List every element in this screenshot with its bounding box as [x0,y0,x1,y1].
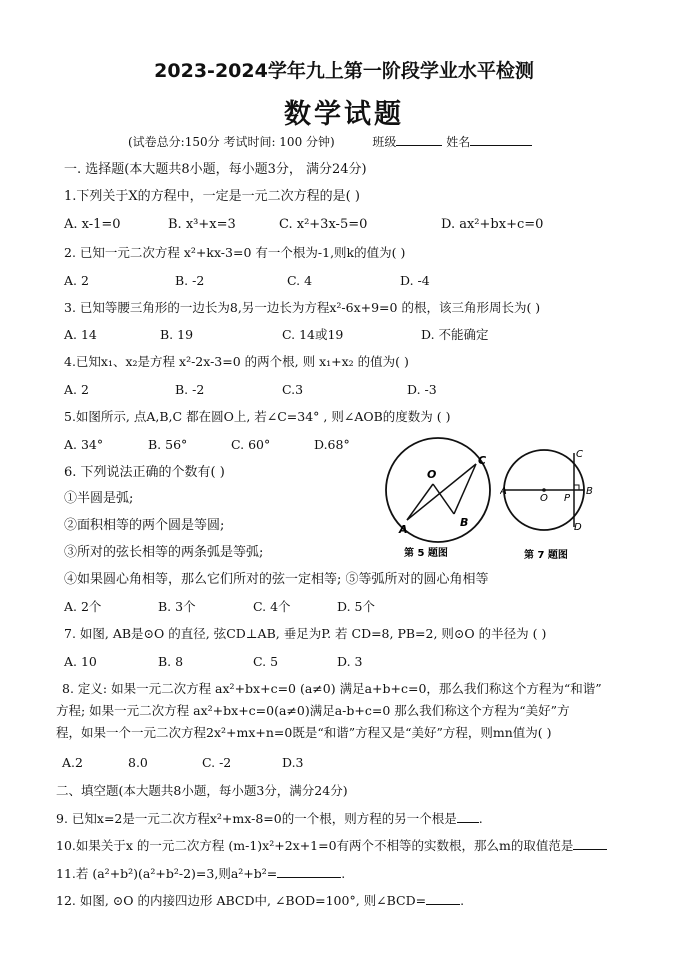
q1-option-c[interactable]: C. x²+3x-5=0 [279,217,368,232]
fig7-center-dot [542,488,546,492]
q6-statement-4: ④如果圆心角相等，那么它们所对的弦一定相等; ⑤等弧所对的圆心角相等 [64,572,489,587]
q1-stem: 1.下列关于X的方程中，一定是一元二次方程的是( ) [64,189,360,204]
q8-option-c[interactable]: C. -2 [202,755,232,770]
subject-title: 数学试题 [284,99,404,130]
class-blank[interactable] [396,133,442,146]
q3-option-c[interactable]: C. 14或19 [282,327,344,342]
q7-option-d[interactable]: D. 3 [337,654,363,669]
q2-option-b[interactable]: B. -2 [175,273,205,288]
fig7-label-c: C [576,449,583,460]
fig7-label-b: B [586,486,593,497]
q7-option-c[interactable]: C. 5 [253,654,279,669]
q3-stem: 3. 已知等腰三角形的一边长为8,另一边长为方程x²-6x+9=0 的根，该三角形周长为( ) [64,300,541,315]
q10-text: 10.如果关于x 的一元二次方程 (m-1)x²+2x+1=0有两个不相等的实数根，那么m的取值范是 [56,838,574,853]
q8-line-1: 8. 定义: 如果一元二次方程 ax²+bx+c=0 (a≠0) 满足a+b+c=0，那么我们称这个方程为“和谐” [62,681,602,696]
q5-option-c[interactable]: C. 60° [231,437,271,452]
q5-stem: 5.如图所示, 点A,B,C 都在圆O上, 若∠C=34° , 则∠AOB的度数为 ( ) [64,409,451,424]
q2-option-a[interactable]: A. 2 [64,273,89,288]
q11-answer-blank[interactable] [277,865,341,878]
fig5-label-a: A [399,523,408,536]
q4-stem: 4.已知x₁、x₂是方程 x²-2x-3=0 的两个根, 则 x₁+x₂ 的值为( ) [64,354,409,369]
q4-option-d[interactable]: D. -3 [407,382,437,397]
q8-option-d[interactable]: D.3 [282,755,304,770]
q9-text: 9. 已知x=2是一元二次方程x²+mx-8=0的一个根，则方程的另一个根是 [56,811,457,826]
q6-stem: 6. 下列说法正确的个数有( ) [64,465,225,480]
q9-line: 9. 已知x=2是一元二次方程x²+mx-8=0的一个根，则方程的另一个根是 . [56,811,483,826]
figure-q5 [380,436,502,562]
q1-option-a[interactable]: A. x-1=0 [64,217,121,232]
q7-option-b[interactable]: B. 8 [158,654,184,669]
q8-line-3: 程，如果一个一元二次方程2x²+mx+n=0既是“和谐”方程又是“美好”方程，则mn值为( ) [56,725,552,740]
q7-stem: 7. 如图, AB是⊙O 的直径, 弦CD⊥AB, 垂足为P. 若 CD=8, PB=2, 则⊙O 的半径为 ( ) [64,626,547,641]
q12-answer-blank[interactable] [426,892,460,905]
class-label: 班级 [372,135,397,149]
exam-title: 2023-2024学年九上第一阶段学业水平检测 [154,60,534,82]
fig5-label-c: C [478,454,487,467]
fig5-segment-ob [433,484,454,514]
q1-option-b[interactable]: B. x³+x=3 [168,217,236,232]
q6-option-b[interactable]: B. 3个 [158,599,196,614]
q4-option-c[interactable]: C.3 [282,382,304,397]
q9-answer-blank[interactable] [457,810,479,823]
section1-heading: 一. 选择题(本大题共8小题，每小题3分， 满分24分) [64,162,367,177]
exam-info-line [128,133,532,150]
fig5-segment-bc [454,464,476,514]
figure-q7 [500,436,605,562]
fig7-caption: 第 7 题图 [524,550,568,561]
q6-option-c[interactable]: C. 4个 [253,599,291,614]
q6-option-d[interactable]: D. 5个 [337,599,375,614]
q8-line-2: 方程; 如果一元二次方程 ax²+bx+c=0(a≠0)满足a-b+c=0 那么我们称这个方程为“美好”方 [56,703,570,718]
q6-statement-3: ③所对的弦长相等的两条弧是等弧; [64,545,264,560]
q4-option-b[interactable]: B. -2 [175,382,205,397]
q6-statement-1: ①半圆是弧; [64,491,134,506]
name-label: 姓名 [446,135,471,149]
name-blank[interactable] [470,133,532,146]
q5-option-a[interactable]: A. 34° [64,437,104,452]
q3-option-a[interactable]: A. 14 [64,327,97,342]
q2-stem: 2. 已知一元二次方程 x²+kx-3=0 有一个根为-1,则k的值为( ) [64,245,406,260]
q2-option-d[interactable]: D. -4 [400,273,430,288]
q1-option-d[interactable]: D. ax²+bx+c=0 [441,217,544,232]
fig5-label-b: B [460,516,469,529]
exam-info: (试卷总分:150分 考试时间: 100 分钟) [128,135,335,149]
q10-answer-blank[interactable] [573,837,607,850]
q6-option-a[interactable]: A. 2个 [64,599,102,614]
q5-option-b[interactable]: B. 56° [148,437,188,452]
q10-line [56,837,607,854]
q7-option-a[interactable]: A. 10 [64,654,97,669]
q6-statement-2: ②面积相等的两个圆是等圆; [64,518,225,533]
section2-heading: 二、填空题(本大题共8小题，每小题3分，满分24分) [56,783,348,798]
q3-option-d[interactable]: D. 不能确定 [421,327,489,342]
q2-option-c[interactable]: C. 4 [287,273,313,288]
q11-text: 11.若 (a²+b²)(a²+b²-2)=3,则a²+b²= [56,866,278,881]
q4-option-a[interactable]: A. 2 [64,382,89,397]
q8-option-a[interactable]: A.2 [62,755,83,770]
fig7-label-d: D [574,522,582,533]
fig7-label-o: O [540,493,548,504]
q5-option-d[interactable]: D.68° [314,437,350,452]
q11-line: 11.若 (a²+b²)(a²+b²-2)=3,则a²+b²= . [56,866,346,881]
fig5-segment-ac [407,464,476,520]
q8-option-b[interactable]: 8.0 [128,755,148,770]
fig5-label-o: O [427,468,437,481]
q3-option-b[interactable]: B. 19 [160,327,194,342]
q12-line: 12. 如图, ⊙O 的内接四边形 ABCD中, ∠BOD=100°, 则∠BCD= . [56,893,465,908]
fig7-label-p: P [564,493,571,504]
fig7-label-a: A [500,486,507,497]
fig5-caption: 第 5 题图 [404,548,448,559]
q12-text: 12. 如图, ⊙O 的内接四边形 ABCD中, ∠BOD=100°, 则∠BCD= [56,893,427,908]
